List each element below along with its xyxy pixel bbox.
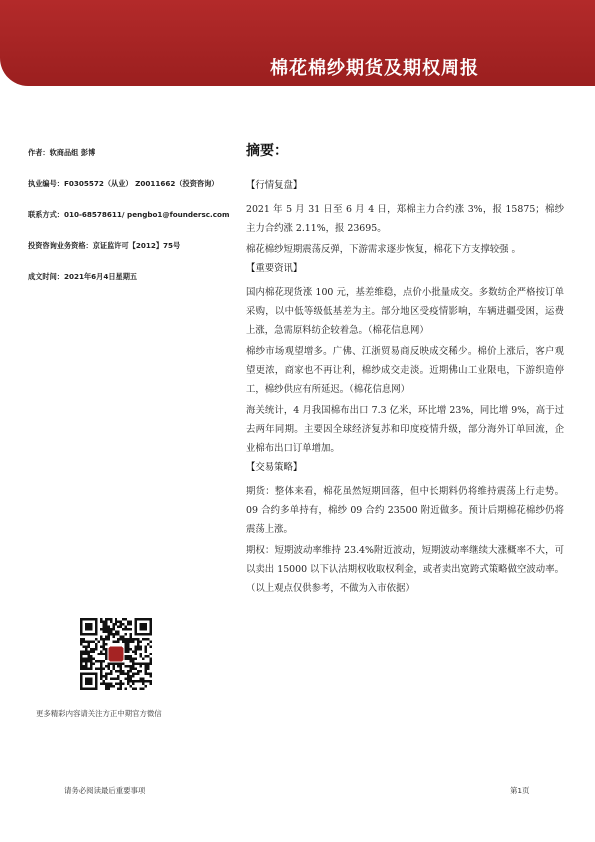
paragraph: 棉花棉纱短期震荡反弹，下游需求逐步恢复，棉花下方支撑较强 。: [246, 244, 521, 255]
license-line: 执业编号：F0305572（从业） Z0011662（投资咨询）: [28, 179, 219, 188]
paragraph: 棉纱市场观望增多。广佛、江浙贸易商反映成交稀少。棉价上涨后，客户观望更浓，商家也不再让利，棉纱成交走淡。近期佛山工业限电，下游织造停工，棉纱供应有所延迟。（棉花信息网）: [246, 346, 564, 395]
summary-title: 摘要：: [246, 143, 288, 159]
section-head-important-news: 【重要资讯】: [246, 263, 303, 274]
qualification-line: 投资咨询业务资格：京证监许可【2012】75号: [28, 241, 181, 250]
paragraph: 期权：短期波动率维持 23.4%附近波动，短期波动率继续大涨概率不大，可以卖出 15000 以下认沽期权收取权利金，或者卖出宽跨式策略做空波动率。（以上观点仅供参考，不做为入市依据）: [246, 545, 564, 594]
author-info: [28, 148, 233, 303]
paragraph: 期货：整体来看，棉花虽然短期回落，但中长期料仍将维持震荡上行走势。09 合约多单持有，棉纱 09 合约 23500 附近做多。预计后期棉花棉纱仍将震荡上涨。: [246, 486, 564, 535]
section-head-market-review: 【行情复盘】: [246, 180, 303, 191]
page-number: 第1页: [510, 786, 530, 795]
footer-disclaimer: 请务必阅读最后重要事项: [64, 786, 146, 795]
paragraph: 海关统计，4 月我国棉布出口 7.3 亿米，环比增 23%，同比增 9%，高于过去两年同期。主要因全球经济复苏和印度疫情升级，部分海外订单回流，企业棉布出口订单增加。: [246, 405, 564, 454]
author-line: 作者：软商品组 彭博: [28, 148, 96, 157]
paragraph: 国内棉花现货涨 100 元，基差维稳，点价小批量成交。多数纺企严格按订单采购，以中低等级低基差为主。部分地区受疫情影响，车辆进疆受困，运费上涨，急需原料纺企较着急。（棉花信息网）: [246, 287, 564, 336]
summary-column: [246, 142, 564, 600]
section-head-trading-strategy: 【交易策略】: [246, 462, 303, 473]
contact-line: 联系方式：010-68578611/ pengbo1@foundersc.com: [28, 210, 230, 219]
date-line: 成文时间：2021年6月4日星期五: [28, 272, 138, 281]
header-banner: [0, 0, 595, 86]
qr-caption: 更多精彩内容请关注方正中期官方微信: [36, 709, 162, 718]
paragraph: 2021 年 5 月 31 日至 6 月 4 日，郑棉主力合约涨 3%，报 15875；棉纱主力合约涨 2.11%，报 23695。: [246, 204, 564, 234]
report-title: 棉花棉纱期货及期权周报: [270, 58, 479, 79]
qr-code-icon: [80, 618, 152, 690]
